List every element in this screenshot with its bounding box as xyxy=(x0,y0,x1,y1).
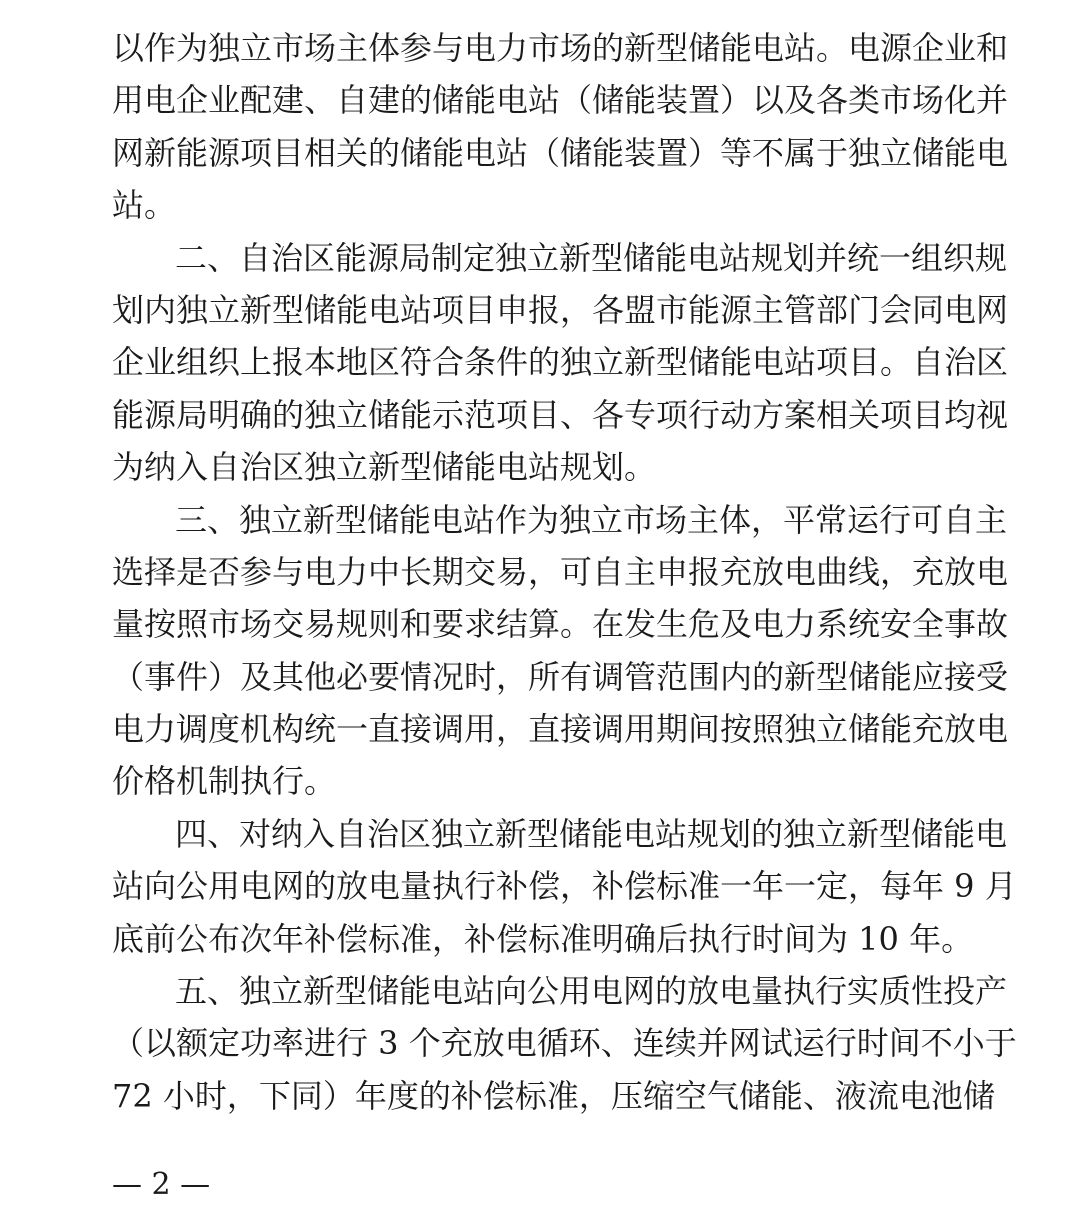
paragraph-5-line: 五、独立新型储能电站向公用电网的放电量执行实质性投产 xyxy=(175,972,1008,1011)
text-line: 电力调度机构统一直接调用，直接调用期间按照独立储能充放电 xyxy=(112,710,1009,749)
text-line: （事件）及其他必要情况时，所有调管范围内的新型储能应接受 xyxy=(112,657,1009,696)
paragraph-3-line: 三、独立新型储能电站作为独立市场主体，平常运行可自主 xyxy=(175,500,1008,539)
paragraph-2-line: 二、自治区能源局制定独立新型储能电站规划并统一组织规 xyxy=(175,238,1008,277)
text-line: 网新能源项目相关的储能电站（储能装置）等不属于独立储能电 xyxy=(112,133,1009,172)
text-line: 72 小时，下同）年度的补偿标准，压缩空气储能、液流电池储 xyxy=(112,1076,995,1115)
paragraph-4-line: 四、对纳入自治区独立新型储能电站规划的独立新型储能电 xyxy=(175,814,1008,853)
text-line: 价格机制执行。 xyxy=(112,762,337,801)
page-number: — 2 — xyxy=(112,1167,211,1202)
text-line: 企业组织上报本地区符合条件的独立新型储能电站项目。自治区 xyxy=(112,343,1009,382)
text-line: 站。 xyxy=(112,186,177,225)
document-body xyxy=(112,22,1017,1122)
text-line: 为纳入自治区独立新型储能电站规划。 xyxy=(112,448,657,487)
text-line: 底前公布次年补偿标准，补偿标准明确后执行时间为 10 年。 xyxy=(112,919,974,958)
text-line: 能源局明确的独立储能示范项目、各专项行动方案相关项目均视 xyxy=(112,395,1009,434)
text-line: （以额定功率进行 3 个充放电循环、连续并网试运行时间不小于 xyxy=(112,1024,1017,1063)
text-line: 站向公用电网的放电量执行补偿，补偿标准一年一定，每年 9 月 xyxy=(112,867,1017,906)
text-line: 以作为独立市场主体参与电力市场的新型储能电站。电源企业和 xyxy=(112,29,1009,67)
text-line: 量按照市场交易规则和要求结算。在发生危及电力系统安全事故 xyxy=(112,605,1009,644)
text-line: 用电企业配建、自建的储能电站（储能装置）以及各类市场化并 xyxy=(112,81,1009,120)
text-line: 选择是否参与电力中长期交易，可自主申报充放电曲线，充放电 xyxy=(112,552,1009,591)
text-line: 划内独立新型储能电站项目申报，各盟市能源主管部门会同电网 xyxy=(112,290,1009,329)
